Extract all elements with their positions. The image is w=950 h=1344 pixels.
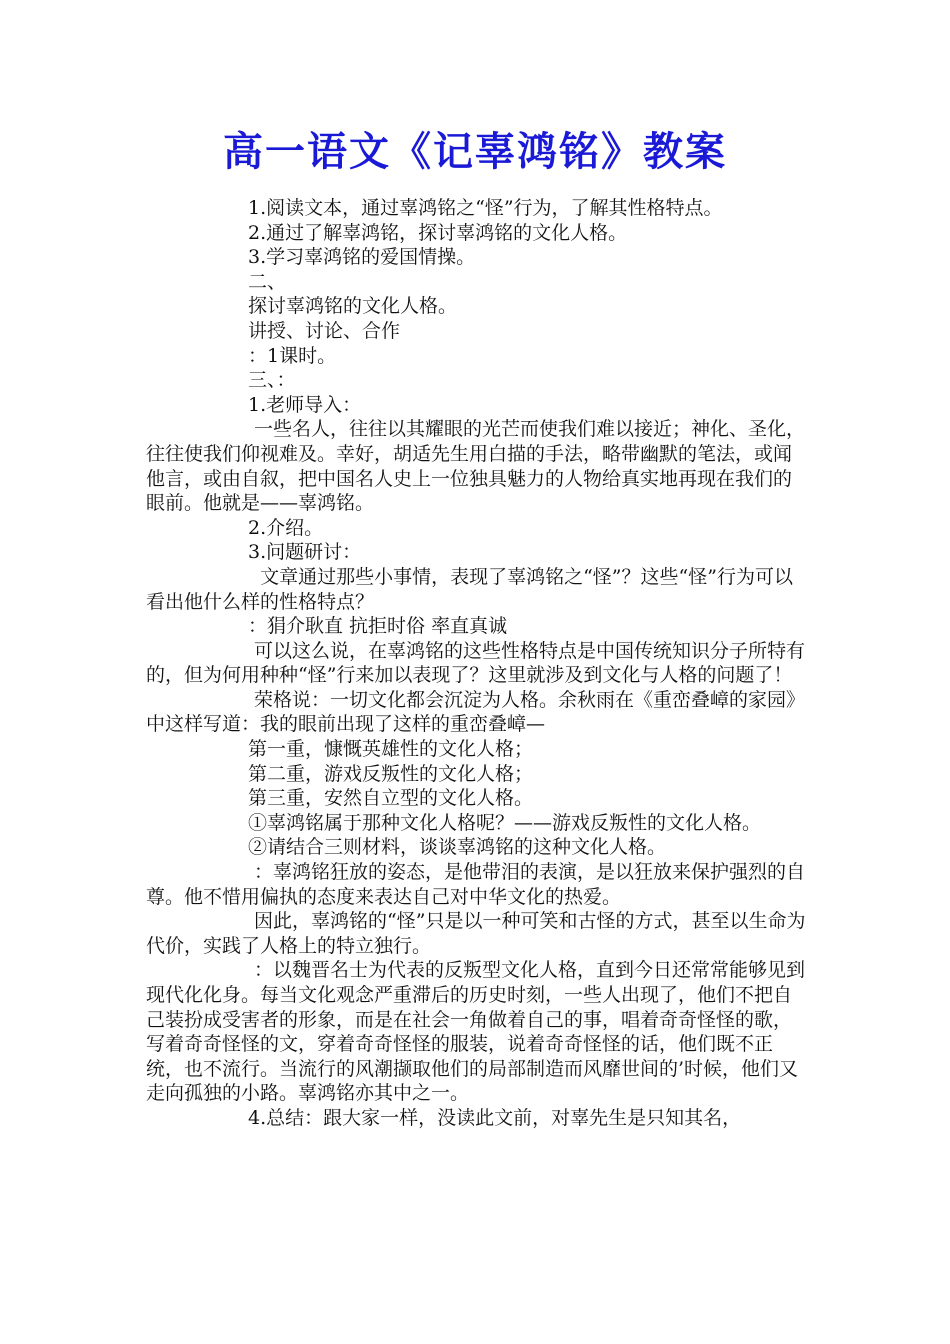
paragraph: 2.介绍。 bbox=[248, 516, 324, 539]
paragraph: 文章通过那些小事情，表现了辜鸿铭之“怪”？这些“怪”行为可以看出他什么样的性格特点？ bbox=[146, 565, 793, 613]
paragraph: 第一重，慷慨英雄性的文化人格； bbox=[248, 738, 534, 761]
paragraph: ①辜鸿铭属于那种文化人格呢？——游戏反叛性的文化人格。 bbox=[248, 811, 762, 834]
paragraph: 一些名人，往往以其耀眼的光芒而使我们难以接近；神化、圣化，往往使我们仰视难及。幸好，胡适先生用白描的手法，略带幽默的笔法，或闻他言，或由自叙，把中国名人史上一位独具魅力的人物给真实地再现在我们的眼前。他就是——辜鸿铭。 bbox=[146, 418, 806, 515]
paragraph: 可以这么说，在辜鸿铭的这些性格特点是中国传统知识分子所特有的，但为何用种种“怪”行来加以表现了？这里就涉及到文化与人格的问题了！ bbox=[146, 639, 806, 687]
document-body bbox=[146, 196, 810, 1131]
paragraph: 探讨辜鸿铭的文化人格。 bbox=[248, 295, 458, 318]
paragraph: 讲授、讨论、合作 bbox=[248, 319, 401, 342]
paragraph: ：1课时。 bbox=[248, 344, 337, 367]
paragraph: ②请结合三则材料，谈谈辜鸿铭的这种文化人格。 bbox=[248, 836, 667, 859]
paragraph: ：以魏晋名士为代表的反叛型文化人格，直到今日还常常能够见到现代化化身。每当文化观念严重滞后的历史时刻，一些人出现了，他们不把自己装扮成受害者的形象，而是在社会一角做着自己的事，唱着奇奇怪怪的歌，写着奇奇怪怪的文，穿着奇奇怪怪的服装，说着奇奇怪怪的话，他们既不正统，也不流行。当流行的风潮撷取他们的局部制造而风靡世间的’时候，他们又走向孤独的小路。辜鸿铭亦其中之一。 bbox=[146, 959, 806, 1105]
paragraph: 三、： bbox=[248, 369, 296, 392]
paragraph: 1.老师导入： bbox=[248, 393, 362, 416]
document-title: 高一语文《记辜鸿铭》教案 bbox=[223, 129, 727, 175]
paragraph: 3.学习辜鸿铭的爱国情操。 bbox=[248, 246, 476, 269]
paragraph: 第三重，安然自立型的文化人格。 bbox=[248, 787, 534, 810]
paragraph: ：辜鸿铭狂放的姿态，是他带泪的表演，是以狂放来保护强烈的自尊。他不惜用偏执的态度来表达自己对中华文化的热爱。 bbox=[146, 861, 806, 908]
paragraph: 二、 bbox=[248, 270, 287, 293]
paragraph: 1.阅读文本，通过辜鸿铭之“怪”行为，了解其性格特点。 bbox=[248, 197, 723, 219]
paragraph: 2.通过了解辜鸿铭，探讨辜鸿铭的文化人格。 bbox=[248, 221, 628, 244]
paragraph: 因此，辜鸿铭的“怪”只是以一种可笑和古怪的方式，甚至以生命为代价，实践了人格上的特立独行。 bbox=[146, 910, 806, 957]
paragraph: 4.总结：跟大家一样，没读此文前，对辜先生是只知其名， bbox=[248, 1106, 742, 1129]
paragraph: 第二重，游戏反叛性的文化人格； bbox=[248, 762, 534, 785]
paragraph: 荣格说：一切文化都会沉淀为人格。余秋雨在《重峦叠嶂的家园》中这样写道：我的眼前出现了这样的重峦叠嶂— bbox=[146, 688, 806, 736]
paragraph: ：狷介耿直 抗拒时俗 率直真诚 bbox=[248, 615, 508, 638]
paragraph: 3.问题研讨： bbox=[248, 541, 362, 564]
